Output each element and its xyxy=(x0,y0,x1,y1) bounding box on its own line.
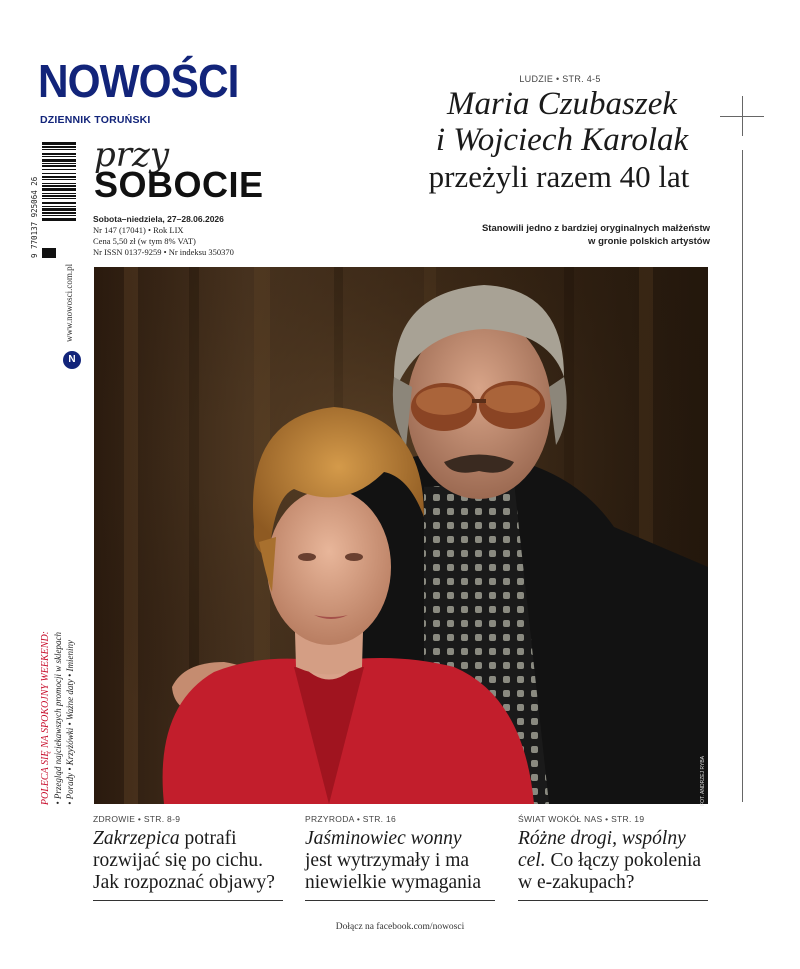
deck-line-1: Stanowili jedno z bardziej oryginalnych małżeństw xyxy=(481,223,710,234)
teaser-headline-rest: potrafi xyxy=(179,828,237,849)
main-headline-plain: przeżyli razem 40 lat xyxy=(428,159,690,194)
barcode-bar xyxy=(42,198,76,199)
barcode xyxy=(42,142,76,258)
barcode-bar xyxy=(42,179,76,180)
teaser-headline-italic: Różne drogi, wspólny xyxy=(518,828,686,849)
teaser-kicker: ŚWIAT WOKÓŁ NAS • STR. 19 xyxy=(518,814,645,824)
barcode-digits: 9 770137 925064 26 xyxy=(30,176,39,258)
headline-line-2: i Wojciech Karolak xyxy=(435,122,689,158)
teaser-headline-italic: Jaśminowiec wonny xyxy=(305,828,462,849)
supplement-title: SOBOCIE xyxy=(94,164,264,205)
teaser-rule xyxy=(305,900,495,901)
teaser-headline-line-2: rozwijać się po cichu. xyxy=(93,850,264,871)
brand-badge-icon: N xyxy=(63,351,81,369)
issue-issn: Nr ISSN 0137-9259 • Nr indeksu 350370 xyxy=(93,247,234,257)
teaser-headline-rest: Co łączy pokolenia xyxy=(545,850,702,871)
teaser-health[interactable] xyxy=(93,814,283,894)
teaser-rule xyxy=(93,900,283,901)
teaser-headline-line-2: jest wytrzymały i ma xyxy=(305,850,470,871)
main-story-deck xyxy=(430,222,710,248)
issue-info xyxy=(93,214,234,258)
barcode-bar xyxy=(42,159,76,162)
teaser-world[interactable] xyxy=(518,814,708,894)
teaser-rule xyxy=(518,900,708,901)
barcode-bar xyxy=(42,156,76,157)
teaser-kicker: PRZYRODA • STR. 16 xyxy=(305,814,397,824)
teaser-nature[interactable] xyxy=(305,814,495,894)
issue-price: Cena 5,50 zł (w tym 8% VAT) xyxy=(93,236,196,246)
promo-line-2: • Porady • Krzyżówki • Ważne daty • Imieniny xyxy=(65,640,75,805)
barcode-bar xyxy=(42,215,76,216)
teaser-headline-line-3: niewielkie wymagania xyxy=(305,872,481,893)
promo-title: POLECA SIĘ NA SPOKOJNY WEEKEND: xyxy=(40,630,51,805)
facebook-link[interactable]: Dołącz na facebook.com/nowosci xyxy=(335,922,465,932)
website-url: www.nowosci.com.pl xyxy=(64,263,74,342)
barcode-bar xyxy=(42,185,76,187)
barcode-addon xyxy=(42,248,56,258)
barcode-bar xyxy=(42,173,76,174)
teaser-headline xyxy=(518,828,708,894)
barcode-bar xyxy=(42,193,76,194)
barcode-bar xyxy=(42,208,76,211)
issue-number: Nr 147 (17041) • Rok LIX xyxy=(93,225,184,235)
barcode-bar xyxy=(42,163,76,164)
barcode-bar xyxy=(42,218,76,221)
barcode-bar xyxy=(42,149,76,150)
barcode-bar xyxy=(42,165,76,167)
teaser-headline-italic-2: cel. xyxy=(518,850,546,871)
promo-line-1: • Przegląd najciekawszych promocji w sklepach xyxy=(53,632,63,805)
deck-line-2: w gronie polskich artystów xyxy=(588,236,710,247)
newspaper-subtitle: DZIENNIK TORUŃSKI xyxy=(40,114,151,126)
barcode-bar xyxy=(42,183,76,184)
barcode-bar xyxy=(42,146,76,148)
barcode-bar xyxy=(42,153,76,155)
teaser-kicker: ZDROWIE • STR. 8-9 xyxy=(93,814,181,824)
teaser-headline xyxy=(93,828,283,894)
teaser-headline xyxy=(305,828,495,894)
barcode-bar xyxy=(42,176,76,178)
crop-mark-vertical xyxy=(742,96,743,136)
barcode-bar xyxy=(42,188,76,191)
barcode-bar xyxy=(42,142,76,145)
supplement-title-script: przy xyxy=(94,135,170,175)
barcode-bar xyxy=(42,202,76,204)
barcode-bar xyxy=(42,206,76,207)
weekend-promo xyxy=(40,630,80,805)
teaser-headline-line-3: w e-zakupach? xyxy=(518,872,635,893)
page-edge-rule xyxy=(742,150,743,802)
newspaper-logo: NOWOŚCI xyxy=(38,55,239,107)
barcode-bar xyxy=(42,212,76,214)
barcode-bar xyxy=(42,169,76,170)
teaser-headline-italic: Zakrzepica xyxy=(93,828,180,849)
main-story-kicker: LUDZIE • STR. 4-5 xyxy=(519,74,601,84)
photo-credit: FOT. ANDRZEJ RYBA xyxy=(700,756,706,806)
barcode-bar xyxy=(42,195,76,197)
teaser-headline-line-3: Jak rozpoznać objawy? xyxy=(93,872,275,893)
cover-photo xyxy=(94,267,708,804)
issue-date: Sobota–niedziela, 27–28.06.2026 xyxy=(93,214,224,224)
main-headline-names xyxy=(412,86,712,158)
headline-line-1: Maria Czubaszek xyxy=(446,86,678,122)
